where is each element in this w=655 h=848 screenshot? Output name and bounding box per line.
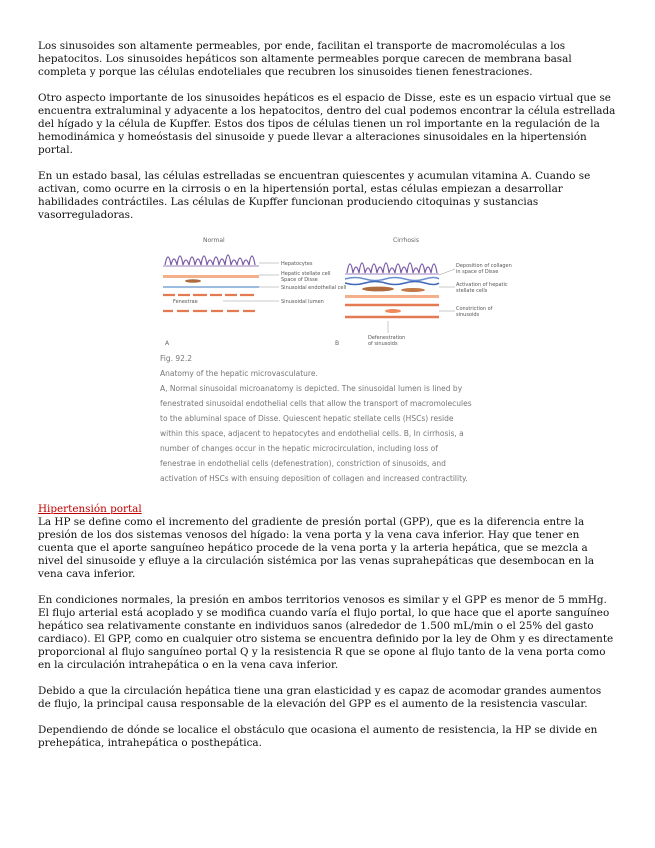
label-sinusoid-constriction: Constriction of <box>456 306 493 312</box>
figure-caption <box>160 351 505 486</box>
label-defenestration-2: of sinusoids <box>368 341 398 347</box>
caption-line: number of changes occur in the hepatic microcirculation, including loss of <box>160 444 438 453</box>
section-heading-portal-hypertension: Hipertensión portal <box>38 503 142 515</box>
microvasculature-diagram <box>163 235 512 353</box>
caption-line: fenestrae in endothelial cells (defenestration), constriction of sinusoids, and <box>160 459 446 468</box>
label-endothelial-cell: Sinusoidal endothelial cell <box>281 285 347 291</box>
label-collagen-deposition: Deposition of collagen <box>456 263 512 269</box>
panel-b-title: Cirrhosis <box>393 237 419 244</box>
paragraph-normal-pressure: En condiciones normales, la presión en ambos territorios venosos es similar y el GPP es menor de 5 mmHg. <box>38 594 607 606</box>
label-space-of-disse: Space of Disse <box>281 277 318 283</box>
document-page <box>38 40 616 763</box>
figure-number: Fig. 92.2 <box>160 354 193 363</box>
paragraph-disse-space: Otro aspecto importante de los sinusoides hepáticos es el espacio de Disse, este es un espacio virtual que se encuentra extraluminal y adyacente a los hepatocitos, dentro del cual podemos encontrar la célula estrellada del hígado y la célula de Kupffer. Estos dos tipos de células tienen un rol importante en la regulación de la hemodinámica y homeóstasis del sinusoide y puede llevar a alteraciones sinusoidales en la hipertensión portal. <box>38 92 616 156</box>
label-fenestrae: Fenestrae <box>173 299 198 305</box>
paragraph-stellate-cells: En un estado basal, las células estrelladas se encuentran quiescentes y acumulan vitamina A. Cuando se activan, como ocurre en la cirrosis o en la hipertensión portal, estas células empiezan a desarrollar habilidades contráctiles. Las células de Kupffer funcionan produciendo citoquinas y sustancias vasorreguladoras. <box>38 170 591 221</box>
label-hepatic-stellate-cell: Hepatic stellate cell <box>281 271 331 277</box>
label-stellate-activation-2: stellate cells <box>456 288 488 294</box>
paragraph-elasticity: Debido a que la circulación hepática tiene una gran elasticidad y es capaz de acomodar grandes aumentos de flujo, la principal causa responsable de la elevación del GPP es el aumento de la resistencia vascular. <box>38 685 602 710</box>
paragraph-arterial-flow: El flujo arterial está acoplado y se modifica cuando varía el flujo portal, lo que hace que el aporte sanguíneo hepático sea relativamente constante en individuos sanos (alrededor de 1.500 mL/min o el 25% del gasto cardiaco). El GPP, como en cualquier otro sistema se encuentra definido por la ley de Ohm y es directamente proporcional al flujo sanguíneo portal Q y la resistencia R que se opone al flujo tanto de la vena porta como en la circulación intrahepática o en la vena cava inferior. <box>38 607 614 671</box>
label-stellate-activation: Activation of hepatic <box>456 282 508 288</box>
label-hepatocytes: Hepatocytes <box>281 261 313 267</box>
panel-a-title: Normal <box>203 237 225 244</box>
caption-line: Anatomy of the hepatic microvasculature. <box>160 369 318 378</box>
label-collagen-deposition-2: in space of Disse <box>456 269 499 275</box>
paragraph-hp-definition: La HP se define como el incremento del gradiente de presión portal (GPP), que es la diferencia entre la presión de los dos sistemas venosos del hígado: la vena porta y la vena cava inferior. Hay que tener en cuenta que el aporte sanguíneo hepático procede de la vena porta y la arteria hepática, que se mezcla a nivel del sinusoide y efluye a la circulación sistémica por las venas suprahepáticas que desembocan en la vena cava inferior. <box>38 516 595 580</box>
caption-line: within this space, adjacent to hepatocytes and endothelial cells. B, In cirrhosis, a <box>160 429 464 438</box>
caption-line: to the abluminal space of Disse. Quiescent hepatic stellate cells (HSCs) reside <box>160 414 454 423</box>
label-defenestration: Defenestration <box>368 335 406 341</box>
caption-line: A, Normal sinusoidal microanatomy is depicted. The sinusoidal lumen is lined by <box>160 384 463 393</box>
panel-a-letter: A <box>165 340 170 347</box>
label-sinusoidal-lumen: Sinusoidal lumen <box>281 299 324 305</box>
panel-b-letter: B <box>335 340 340 347</box>
paragraph-sinusoid-permeability: Los sinusoides son altamente permeables, por ende, facilitan el transporte de macromoléculas a los hepatocitos. Los sinusoides hepáticos son altamente permeables porque carecen de membrana basal completa y porque las células endoteliales que recubren los sinusoides tienen fenestraciones. <box>38 40 572 78</box>
label-sinusoid-constriction-2: sinusoids <box>456 312 480 318</box>
paragraph-classification: Dependiendo de dónde se localice el obstáculo que ocasiona el aumento de resistencia, la HP se divide en prehepática, intrahepática o posthepática. <box>38 724 598 749</box>
figure-hepatic-microvasculature <box>38 235 616 497</box>
caption-line: activation of HSCs with ensuing deposition of collagen and increased contractility. <box>160 474 468 483</box>
caption-line: fenestrated sinusoidal endothelial cells that allow the transport of macromolecules <box>160 399 472 408</box>
